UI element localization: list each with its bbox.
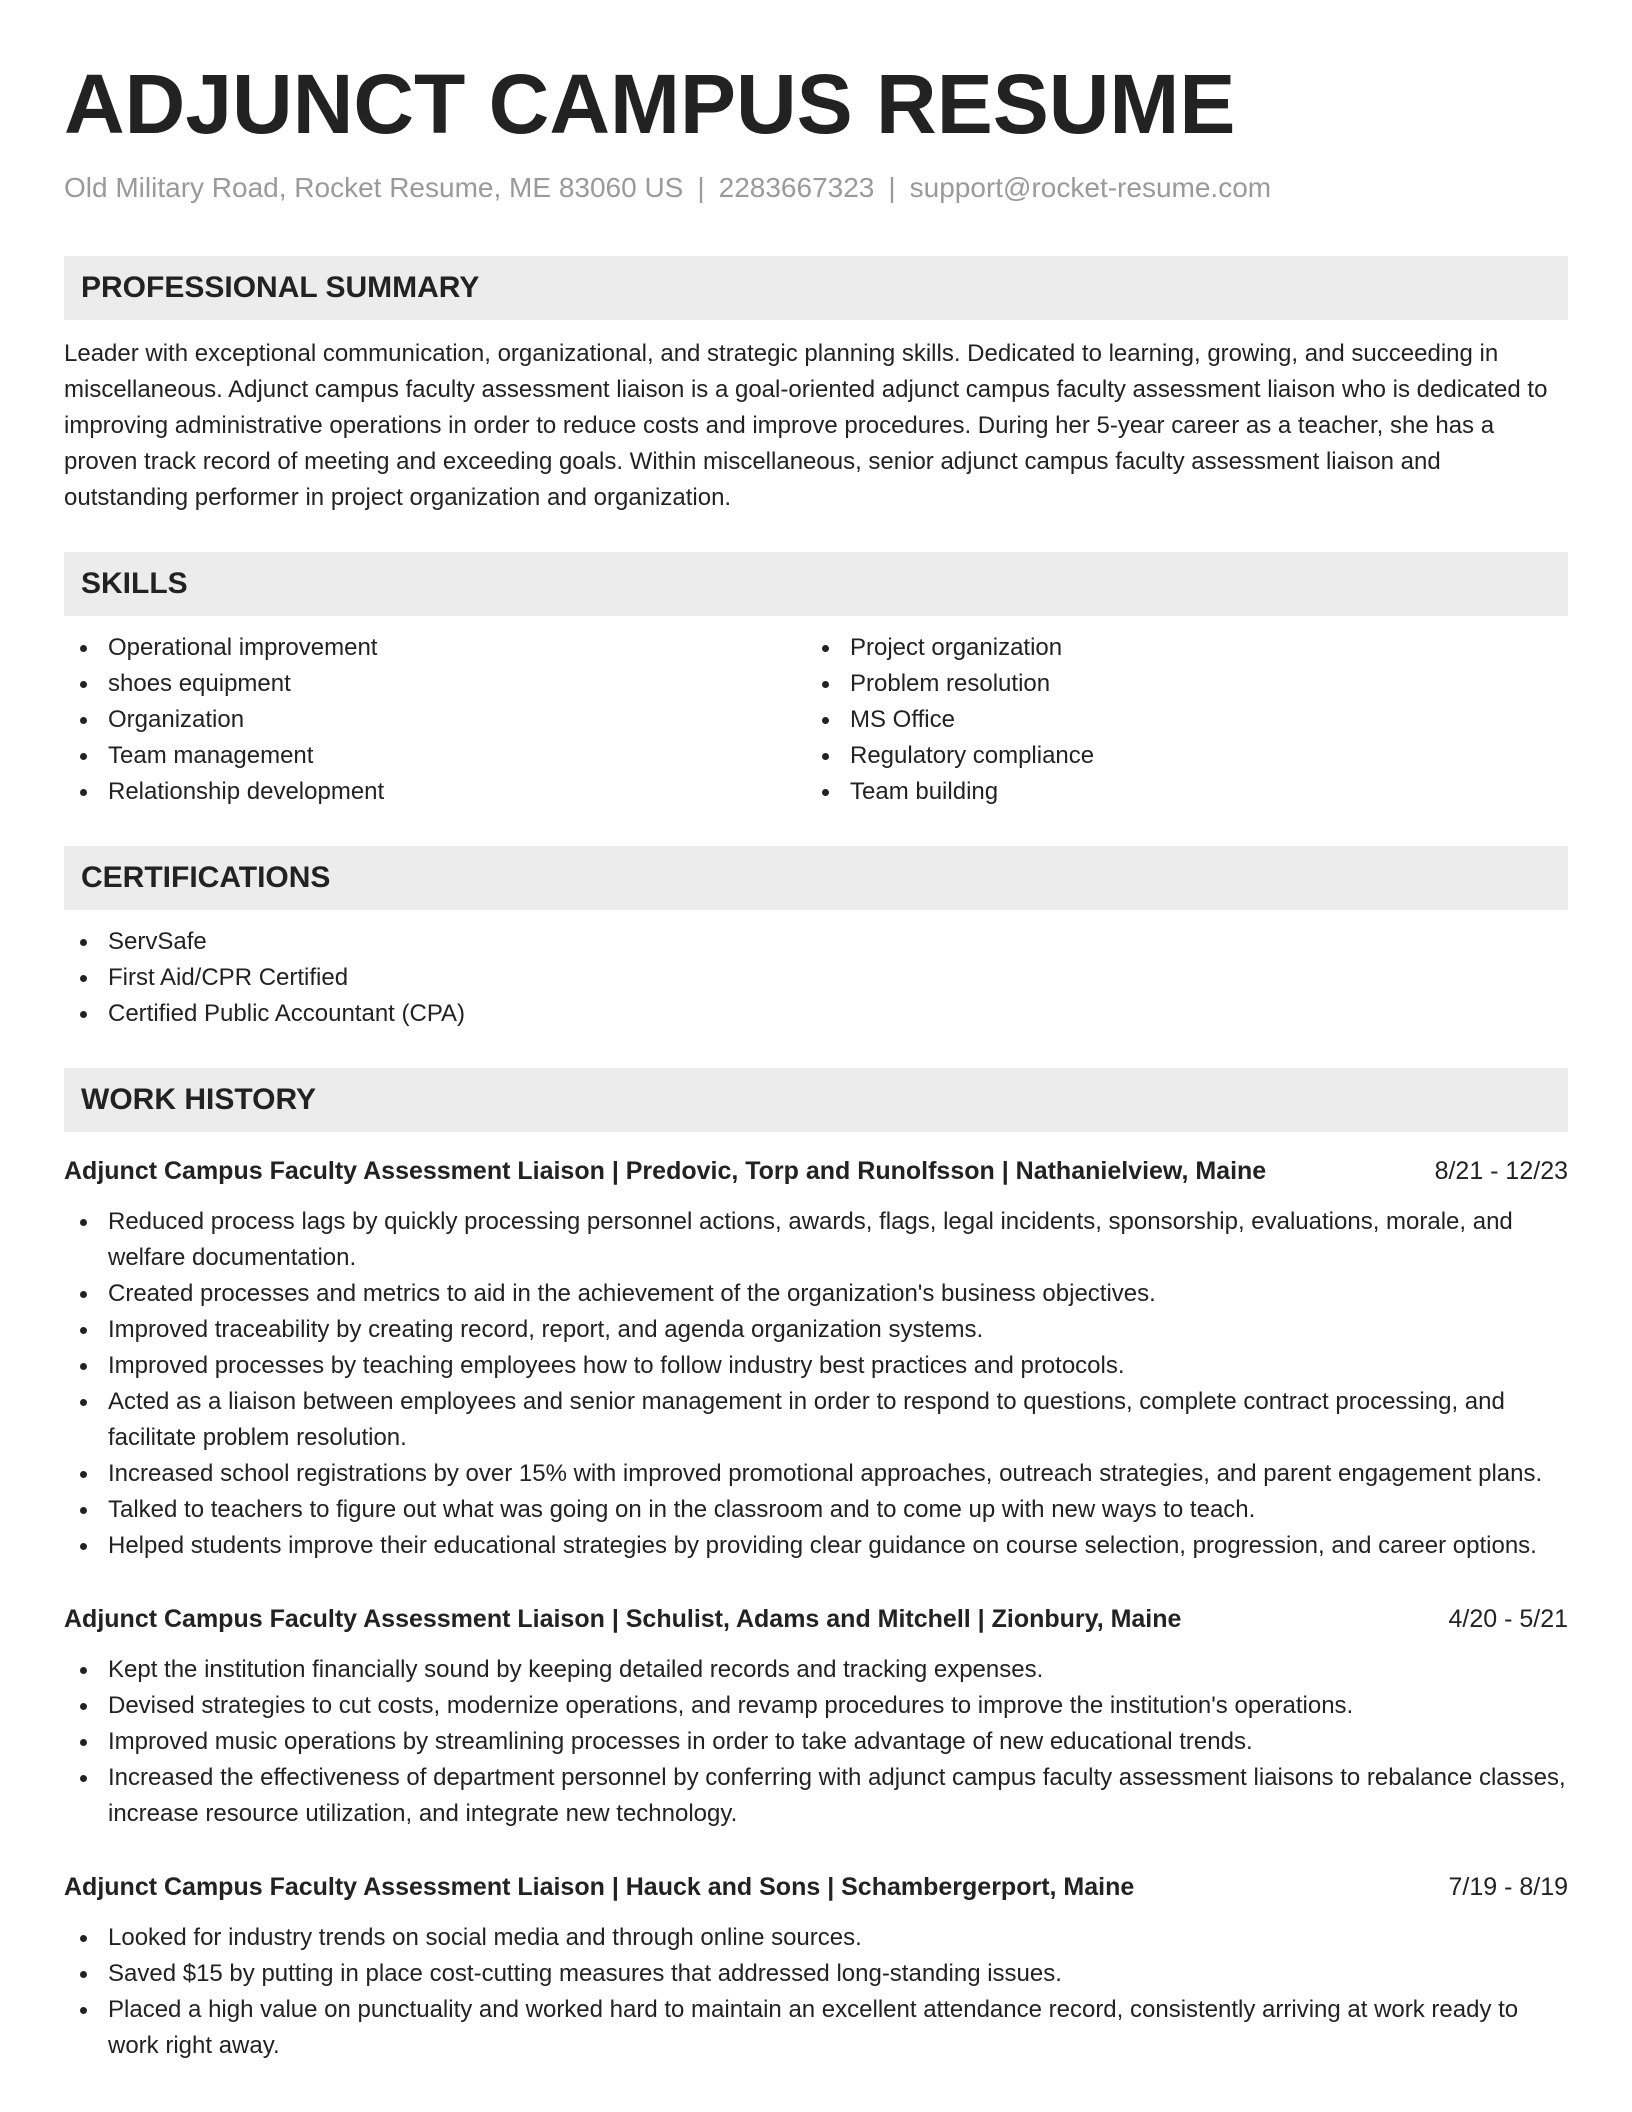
skill-item: shoes equipment bbox=[64, 666, 806, 702]
job-bullet: Talked to teachers to figure out what was going on in the classroom and to come up with new ways to teach. bbox=[64, 1492, 1568, 1528]
job-bullet: Reduced process lags by quickly processing personnel actions, awards, flags, legal incidents, sponsorship, evaluations, morale, and welfare documentation. bbox=[64, 1204, 1568, 1276]
job-bullet: Acted as a liaison between employees and senior management in order to respond to questions, complete contract processing, and facilitate problem resolution. bbox=[64, 1384, 1568, 1456]
section-heading-skills: SKILLS bbox=[64, 552, 1568, 616]
job-dates: 7/19 - 8/19 bbox=[1448, 1873, 1568, 1901]
job-bullet: Kept the institution financially sound by keeping detailed records and tracking expenses. bbox=[64, 1652, 1568, 1688]
skills-column-left bbox=[64, 630, 806, 810]
contact-email: support@rocket-resume.com bbox=[909, 172, 1272, 203]
job-entry bbox=[64, 1602, 1568, 1832]
section-heading-summary: PROFESSIONAL SUMMARY bbox=[64, 256, 1568, 320]
skill-item: Project organization bbox=[806, 630, 1548, 666]
contact-address: Old Military Road, Rocket Resume, ME 83060 US bbox=[64, 172, 684, 203]
job-bullet: Saved $15 by putting in place cost-cutting measures that addressed long-standing issues. bbox=[64, 1956, 1568, 1992]
job-bullet: Increased the effectiveness of department personnel by conferring with adjunct campus faculty assessment liaisons to rebalance classes, increase resource utilization, and integrate new technology. bbox=[64, 1760, 1568, 1832]
resume-name: ADJUNCT CAMPUS RESUME bbox=[64, 57, 1236, 151]
skill-item: Problem resolution bbox=[806, 666, 1548, 702]
skill-item: Operational improvement bbox=[64, 630, 806, 666]
certifications-list bbox=[64, 924, 1568, 1032]
contact-phone: 2283667323 bbox=[718, 172, 875, 203]
job-bullet: Improved music operations by streamlining processes in order to take advantage of new educational trends. bbox=[64, 1724, 1568, 1760]
skill-item: Team building bbox=[806, 774, 1548, 810]
contact-separator: | bbox=[888, 172, 896, 203]
skill-item: MS Office bbox=[806, 702, 1548, 738]
skills-column-right bbox=[806, 630, 1548, 810]
certification-item: First Aid/CPR Certified bbox=[64, 960, 1568, 996]
job-entry bbox=[64, 1154, 1568, 1564]
job-entry bbox=[64, 1870, 1568, 2064]
job-bullet: Improved traceability by creating record, report, and agenda organization systems. bbox=[64, 1312, 1568, 1348]
job-dates: 8/21 - 12/23 bbox=[1434, 1157, 1568, 1185]
job-title: Adjunct Campus Faculty Assessment Liaison | Schulist, Adams and Mitchell | Zionbury, Maine bbox=[64, 1605, 1182, 1633]
skill-item: Relationship development bbox=[64, 774, 806, 810]
section-heading-certifications: CERTIFICATIONS bbox=[64, 846, 1568, 910]
skill-item: Team management bbox=[64, 738, 806, 774]
job-header bbox=[64, 1602, 1568, 1636]
job-bullet: Looked for industry trends on social media and through online sources. bbox=[64, 1920, 1568, 1956]
section-heading-work-history: WORK HISTORY bbox=[64, 1068, 1568, 1132]
certification-item: Certified Public Accountant (CPA) bbox=[64, 996, 1568, 1032]
job-title: Adjunct Campus Faculty Assessment Liaison | Hauck and Sons | Schambergerport, Maine bbox=[64, 1873, 1135, 1901]
job-bullet: Increased school registrations by over 15% with improved promotional approaches, outreach strategies, and parent engagement plans. bbox=[64, 1456, 1568, 1492]
certification-item: ServSafe bbox=[64, 924, 1568, 960]
job-dates: 4/20 - 5/21 bbox=[1448, 1605, 1568, 1633]
contact-line bbox=[64, 172, 1568, 204]
contact-separator: | bbox=[697, 172, 705, 203]
summary-text: Leader with exceptional communication, organizational, and strategic planning skills. Dedicated to learning, growing, and succeeding in miscellaneous. Adjunct campus faculty assessment liaison is a goal-oriented adjunct campus faculty assessment liaison who is dedicated to improving administrative operations in order to reduce costs and improve procedures. During her 5-year career as a teacher, she has a proven track record of meeting and exceeding goals. Within miscellaneous, senior adjunct campus faculty assessment liaison and outstanding performer in project organization and organization. bbox=[64, 340, 1548, 511]
skill-item: Organization bbox=[64, 702, 806, 738]
job-header bbox=[64, 1870, 1568, 1904]
skill-item: Regulatory compliance bbox=[806, 738, 1548, 774]
job-bullet: Improved processes by teaching employees how to follow industry best practices and protocols. bbox=[64, 1348, 1568, 1384]
job-bullet: Placed a high value on punctuality and worked hard to maintain an excellent attendance record, consistently arriving at work ready to work right away. bbox=[64, 1992, 1568, 2064]
job-header bbox=[64, 1154, 1568, 1188]
job-bullet: Devised strategies to cut costs, modernize operations, and revamp procedures to improve the institution's operations. bbox=[64, 1688, 1568, 1724]
job-title: Adjunct Campus Faculty Assessment Liaison | Predovic, Torp and Runolfsson | Nathanielview, Maine bbox=[64, 1157, 1267, 1185]
skills-list bbox=[64, 630, 1568, 810]
job-bullet: Created processes and metrics to aid in the achievement of the organization's business objectives. bbox=[64, 1276, 1568, 1312]
job-bullets bbox=[64, 1652, 1568, 1832]
job-bullets bbox=[64, 1920, 1568, 2064]
job-bullet: Helped students improve their educational strategies by providing clear guidance on course selection, progression, and career options. bbox=[64, 1528, 1568, 1564]
job-bullets bbox=[64, 1204, 1568, 1564]
